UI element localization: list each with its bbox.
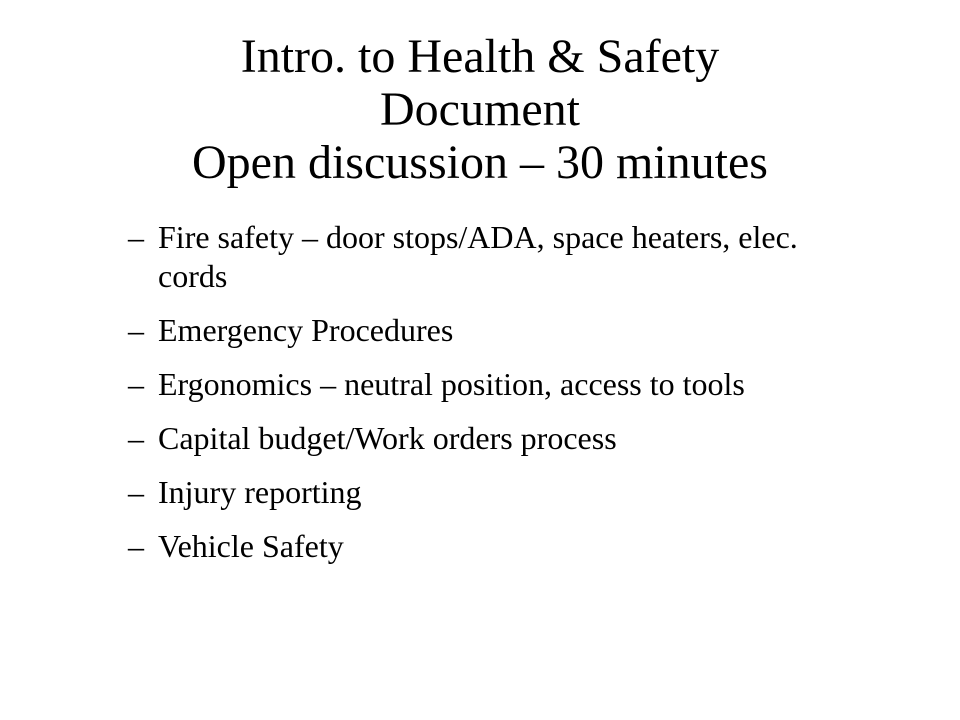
slide-title [0,30,960,189]
bullet-marker: – [128,474,144,510]
bullet-item-emergency-procedures [128,311,868,350]
title-line-2: Document [380,83,580,136]
bullet-item-injury-reporting [128,473,868,512]
bullet-text: Vehicle Safety [158,528,344,564]
bullet-text: Injury reporting [158,474,362,510]
bullet-marker: – [128,366,144,402]
bullet-text: Fire safety – door stops/ADA, space heaters, elec. cords [158,219,798,294]
bullet-marker: – [128,312,144,348]
bullet-text: Emergency Procedures [158,312,454,348]
bullet-item-vehicle-safety [128,527,868,566]
bullet-list [128,218,868,581]
title-line-3: Open discussion – 30 minutes [192,136,768,189]
bullet-item-capital-budget [128,419,868,458]
bullet-item-ergonomics [128,365,868,404]
bullet-marker: – [128,528,144,564]
bullet-marker: – [128,219,144,255]
title-line-1: Intro. to Health & Safety [240,30,720,83]
bullet-text: Ergonomics – neutral position, access to tools [158,366,745,402]
bullet-item-fire-safety [128,218,868,296]
bullet-marker: – [128,420,144,456]
bullet-text: Capital budget/Work orders process [158,420,617,456]
